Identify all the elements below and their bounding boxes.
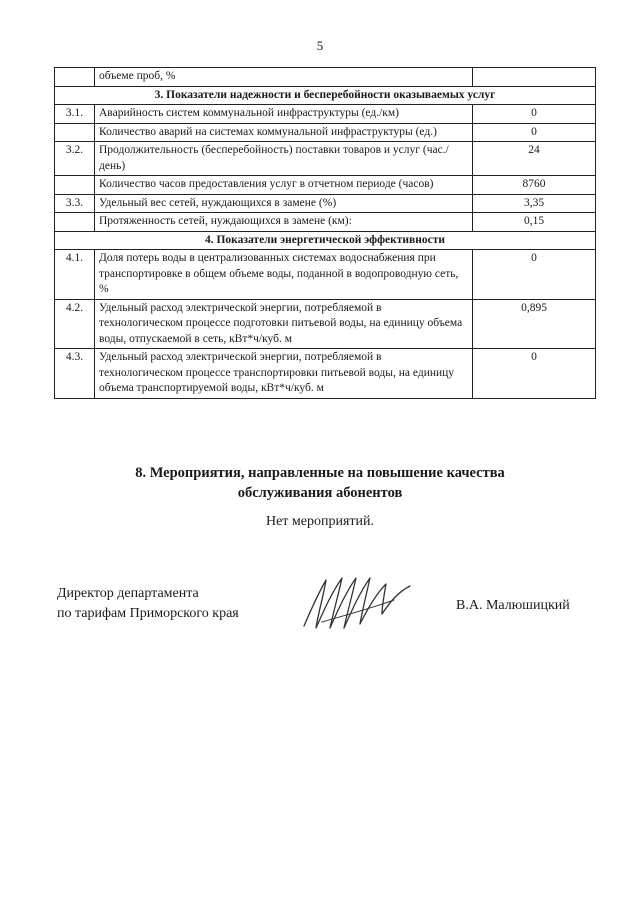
row-number: 3.2.	[55, 142, 95, 176]
table-row	[55, 250, 596, 300]
section-header-row	[55, 86, 596, 105]
row-number: 4.2.	[55, 299, 95, 349]
row-number	[55, 68, 95, 87]
indicator-text: Аварийность систем коммунальной инфраструктуры (ед./км)	[95, 105, 473, 124]
indicator-value: 0	[473, 349, 596, 399]
handwritten-signature-icon	[296, 572, 416, 634]
indicator-value: 24	[473, 142, 596, 176]
row-number: 4.3.	[55, 349, 95, 399]
table-row	[55, 123, 596, 142]
signatory-title	[57, 584, 239, 625]
indicator-value: 0	[473, 123, 596, 142]
signatory-title-line1: Директор департамента	[57, 586, 199, 601]
indicator-text: Количество часов предоставления услуг в отчетном периоде (часов)	[95, 176, 473, 195]
indicator-text: Протяженность сетей, нуждающихся в замене (км):	[95, 213, 473, 232]
page-number: 5	[316, 38, 324, 53]
row-number	[55, 213, 95, 232]
indicator-text: Количество аварий на системах коммунальной инфраструктуры (ед.)	[95, 123, 473, 142]
row-number	[55, 123, 95, 142]
table-row	[55, 68, 596, 87]
indicator-value: 8760	[473, 176, 596, 195]
indicator-text: Продолжительность (бесперебойность) поставки товаров и услуг (час./день)	[95, 142, 473, 176]
table-row	[55, 142, 596, 176]
indicator-value: 3,35	[473, 194, 596, 213]
section-8-heading	[0, 464, 640, 503]
indicator-text: Удельный расход электрической энергии, потребляемой в технологическом процессе транспортировки питьевой воды, на единицу объема транспортируемой воды, кВт*ч/куб. м	[95, 349, 473, 399]
section-8-title-line1: 8. Мероприятия, направленные на повышение качества	[135, 465, 505, 481]
section-8-content: Нет мероприятий.	[265, 514, 375, 529]
indicator-value: 0	[473, 250, 596, 300]
indicator-value: 0	[473, 105, 596, 124]
table-row	[55, 349, 596, 399]
indicator-value: 0,895	[473, 299, 596, 349]
row-number: 4.1.	[55, 250, 95, 300]
indicator-text: объеме проб, %	[95, 68, 473, 87]
table-row	[55, 176, 596, 195]
table-row	[55, 105, 596, 124]
table-row	[55, 213, 596, 232]
indicator-text: Удельный расход электрической энергии, потребляемой в технологическом процессе подготовки питьевой воды, на единицу объема воды, отпускаемой в сеть, кВт*ч/куб. м	[95, 299, 473, 349]
table-row	[55, 299, 596, 349]
signatory-name: В.А. Малюшицкий	[456, 598, 570, 613]
row-number	[55, 176, 95, 195]
section-4-title: 4. Показатели энергетической эффективности	[55, 231, 596, 250]
table-row	[55, 194, 596, 213]
section-3-title: 3. Показатели надежности и бесперебойности оказываемых услуг	[55, 86, 596, 105]
signatory-title-line2: по тарифам Приморского края	[57, 606, 239, 622]
indicator-text: Доля потерь воды в централизованных системах водоснабжения при транспортировке в общем объеме воды, поданной в водопроводную сеть, %	[95, 250, 473, 300]
row-number: 3.1.	[55, 105, 95, 124]
section-header-row	[55, 231, 596, 250]
indicator-value: 0,15	[473, 213, 596, 232]
indicators-table	[54, 67, 596, 399]
indicator-text: Удельный вес сетей, нуждающихся в замене (%)	[95, 194, 473, 213]
row-number: 3.3.	[55, 194, 95, 213]
indicator-value	[473, 68, 596, 87]
section-8-title-line2: обслуживания абонентов	[237, 484, 403, 501]
